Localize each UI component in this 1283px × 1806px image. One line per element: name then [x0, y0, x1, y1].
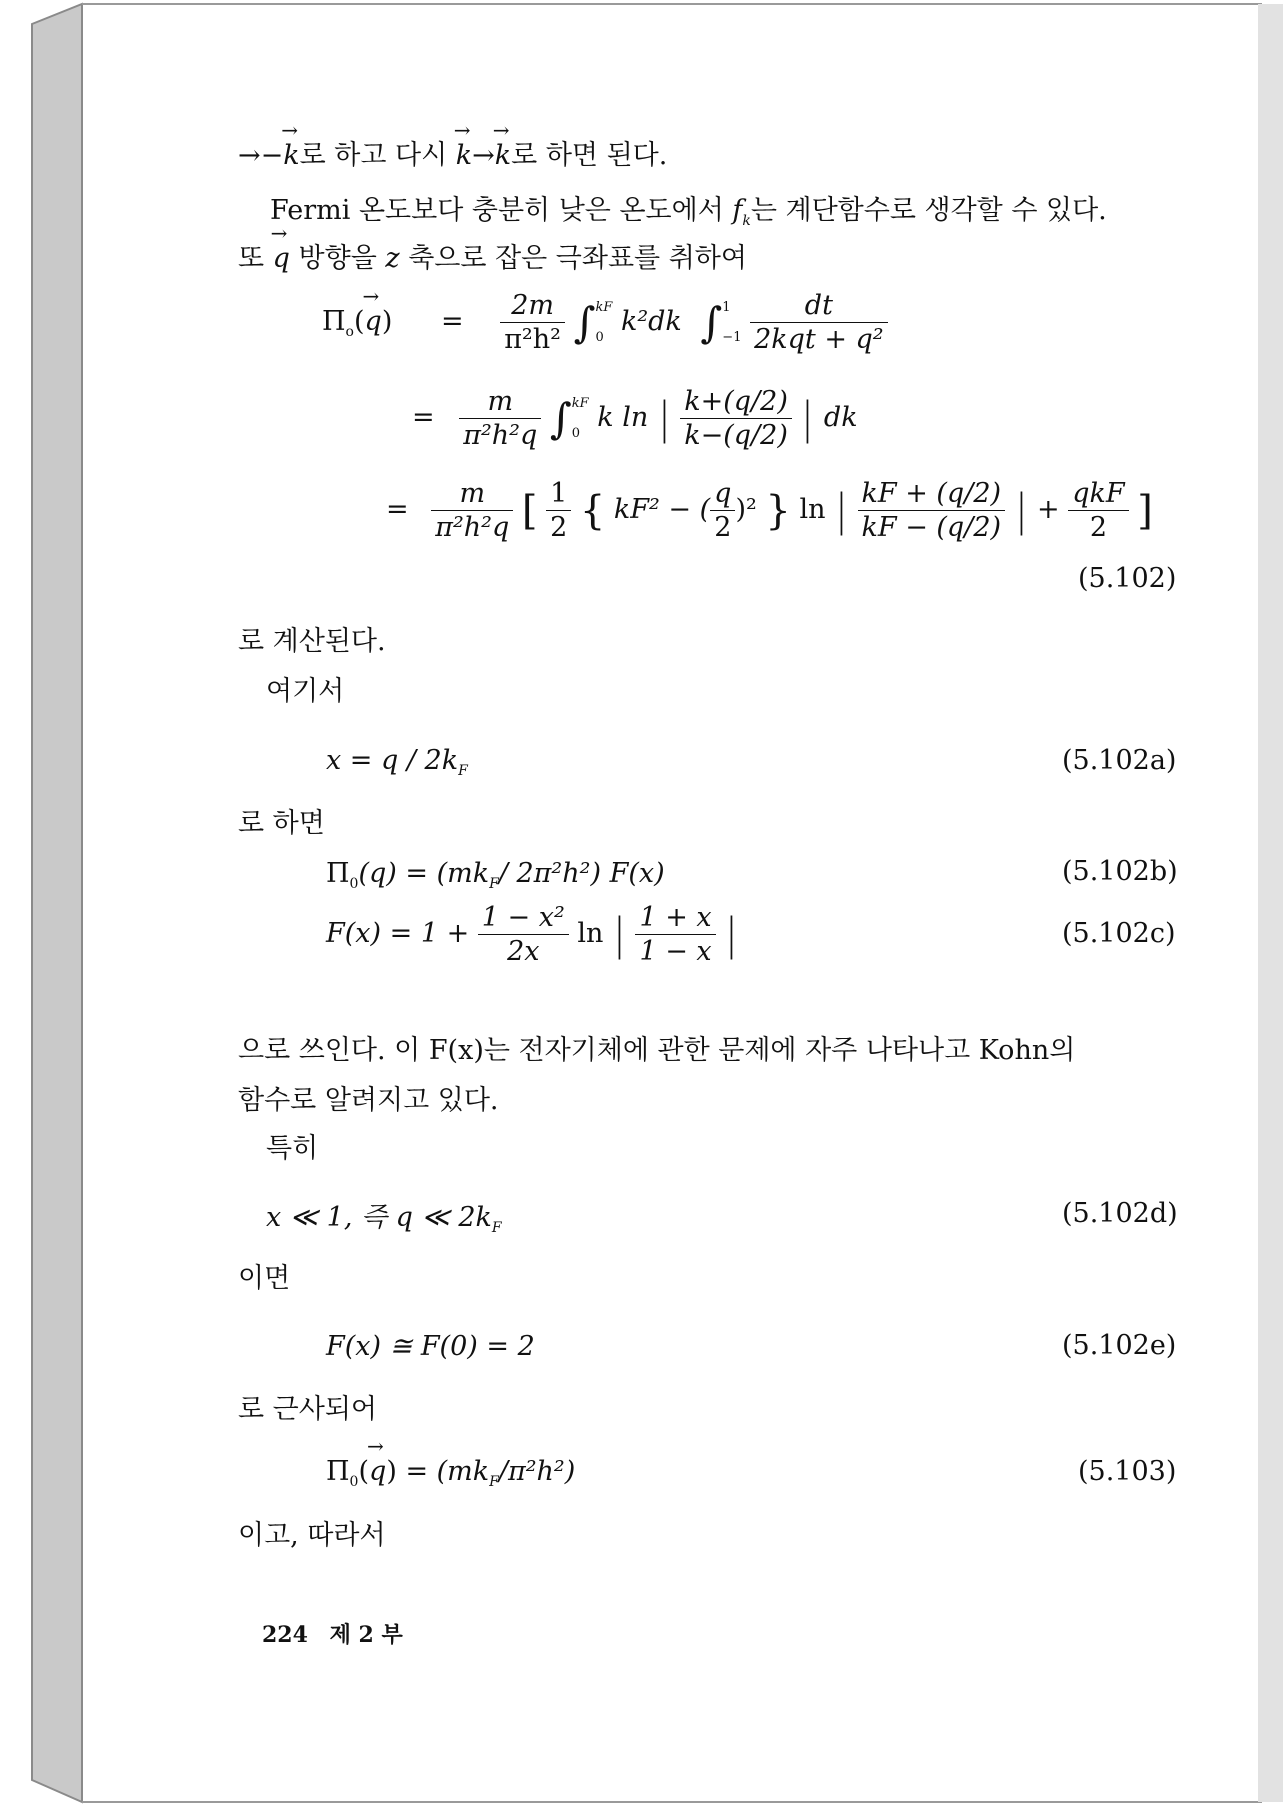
text-if: 이면 [238, 1263, 291, 1294]
equation-5-103: $\Pi_0(q$ →) = $(mk_F/\pi^2h^2)$ [326, 1458, 575, 1489]
equation-5-102d: x ≪ 1, 즉 q ≪ $2k_F$ [266, 1202, 502, 1236]
page-number: 224 [262, 1622, 308, 1648]
equation-5-102a: $x = q / 2k_F$ [326, 745, 468, 779]
text-calculated: 로 계산된다. [238, 626, 386, 657]
equation-5-102-row-1: $\Pi_o(q$ →) = $\frac{2m}{\text{π²h²}}$ ∫ kF 0 k²dk ∫ 1 −1 $\frac{dt}{\text{2kqt + q²}}$ [322, 292, 888, 353]
paragraph-line-1: 으로 쓰인다. 이 F(x)는 전자기체에 관한 문제에 자주 나타나고 Kohn의 [238, 1035, 1076, 1066]
q-vector: q → [273, 245, 290, 272]
text-then: 로 하면 [238, 808, 325, 839]
equation-5-102-row-2: = $\frac{m}{\text{π²h²q}}$ ∫ kF 0 k ln | $\frac{k+(q/2)}{k-(q/2)}$ | dk [412, 386, 858, 451]
text-line-3: 또 q → 방향을 z 축으로 잡은 극좌표를 취하여 [238, 245, 747, 272]
text-especially: 특히 [266, 1133, 319, 1164]
equation-5-102b: $\Pi_0(q) = (mk_F/$ 2π²h²) F(x) [326, 858, 665, 892]
part-label: 제 2 부 [329, 1622, 403, 1648]
equation-number: (5.102a) [1062, 745, 1177, 776]
paragraph-line-2: 함수로 알려지고 있다. [238, 1085, 499, 1116]
equation-number: (5.103) [1078, 1456, 1177, 1487]
k-vector: k → [456, 142, 472, 169]
k-vector: k → [495, 142, 511, 169]
equation-number: (5.102d) [1062, 1198, 1178, 1229]
page-footer [262, 1618, 403, 1649]
equation-5-102e: F(x) ≅ F(0) = 2 [326, 1331, 535, 1362]
equation-number: (5.102c) [1062, 918, 1176, 949]
equation-number: (5.102e) [1062, 1330, 1177, 1361]
equation-number: (5.102) [1078, 563, 1177, 594]
text-line-2: Fermi 온도보다 충분히 낮은 온도에서 $f_k$는 계단함수로 생각할 수 있다. [270, 195, 1107, 229]
text-approximated: 로 근사되어 [238, 1394, 377, 1425]
text-thus: 이고, 따라서 [238, 1520, 386, 1551]
text-line-1: →−k →로 하고 다시 k →→k →로 하면 된다. [238, 142, 667, 169]
text-here: 여기서 [266, 676, 345, 707]
equation-5-102-row-3: = $\frac{m}{\text{π²h²q}}$ [ $\frac{1}{2}$ { kF² − ( $\frac{q}{2}$ )² } ln | $\frac{kF + (q/2)}{kF - (q/2)}$ | + $\frac{\text{qkF}}{2}$ ] [386, 478, 1153, 543]
k-vector: k → [283, 142, 299, 169]
equation-number: (5.102b) [1062, 856, 1178, 887]
equation-5-102c: F(x) = 1 + $\frac{\text{1 − x²}}{2x}$ ln | $\frac{1 + x}{1 - x}$ | [326, 902, 736, 967]
